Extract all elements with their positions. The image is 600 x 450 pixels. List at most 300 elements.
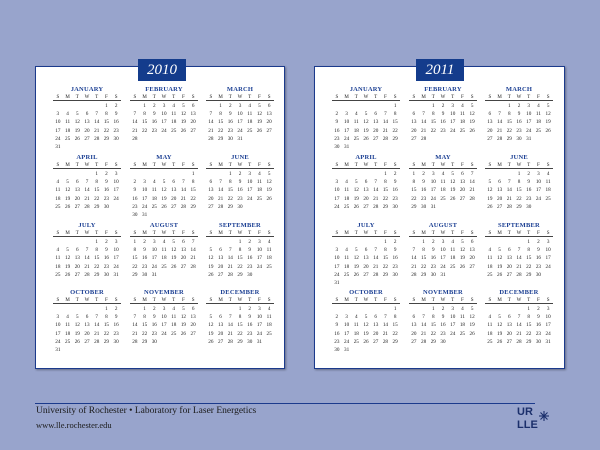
day-number: 24 bbox=[113, 195, 119, 202]
weekday-letter: S bbox=[412, 95, 416, 100]
weekday-letter: S bbox=[546, 163, 550, 168]
weekday-letter: F bbox=[461, 231, 464, 236]
day-number: 30 bbox=[103, 271, 110, 278]
day-number: 21 bbox=[84, 195, 90, 202]
day-number: 19 bbox=[450, 187, 456, 194]
weekday-letter: S bbox=[546, 231, 550, 236]
day-number: 1 bbox=[517, 171, 521, 177]
day-number: 14 bbox=[411, 255, 417, 262]
day-number: 14 bbox=[217, 187, 224, 194]
weekday-letter: M bbox=[218, 95, 223, 100]
day-number: 29 bbox=[237, 271, 243, 278]
weekday-letter: T bbox=[95, 95, 99, 100]
day-number: 21 bbox=[506, 195, 512, 202]
day-number: 4 bbox=[66, 314, 69, 321]
day-number: 10 bbox=[113, 179, 119, 186]
day-number: 7 bbox=[219, 179, 222, 186]
day-number: 10 bbox=[141, 187, 148, 194]
footer-url: www.lle.rochester.edu bbox=[36, 420, 112, 430]
day-number: 16 bbox=[247, 322, 253, 329]
weekday-letter: S bbox=[470, 231, 474, 236]
day-number: 17 bbox=[256, 322, 263, 329]
day-number: 14 bbox=[373, 255, 379, 262]
day-number: 11 bbox=[353, 119, 359, 126]
weekday-letter: F bbox=[537, 231, 540, 236]
day-number: 12 bbox=[180, 314, 187, 321]
weekday-letter: S bbox=[393, 231, 397, 236]
day-number: 13 bbox=[74, 255, 80, 262]
day-number: 30 bbox=[103, 203, 110, 210]
day-number: 22 bbox=[430, 330, 436, 337]
day-number: 27 bbox=[373, 135, 379, 142]
month-title: AUGUST bbox=[149, 222, 179, 229]
day-number: 18 bbox=[55, 195, 61, 202]
day-number: 26 bbox=[256, 127, 263, 134]
day-number: 25 bbox=[64, 338, 71, 345]
weekday-letter: M bbox=[218, 231, 223, 236]
day-number: 10 bbox=[545, 314, 551, 321]
day-number: 6 bbox=[412, 111, 416, 118]
day-number: 25 bbox=[64, 135, 71, 142]
day-number: 16 bbox=[103, 187, 110, 194]
day-number: 3 bbox=[248, 171, 251, 177]
day-number: 5 bbox=[66, 247, 69, 254]
day-number: 9 bbox=[431, 247, 435, 254]
day-number: 8 bbox=[143, 314, 146, 321]
day-number: 1 bbox=[133, 239, 137, 245]
day-number: 25 bbox=[266, 330, 272, 337]
day-number: 25 bbox=[487, 338, 493, 345]
month-title: OCTOBER bbox=[70, 289, 104, 296]
day-number: 16 bbox=[516, 119, 522, 126]
day-number: 25 bbox=[55, 271, 61, 278]
day-number: 18 bbox=[440, 187, 446, 194]
day-number: 24 bbox=[256, 263, 263, 270]
day-grid bbox=[130, 305, 198, 346]
day-number: 17 bbox=[545, 322, 551, 329]
day-number: 24 bbox=[343, 338, 350, 345]
month-january bbox=[332, 86, 400, 151]
day-number: 6 bbox=[498, 179, 501, 186]
day-number: 19 bbox=[496, 330, 503, 337]
day-number: 14 bbox=[516, 255, 522, 262]
day-number: 30 bbox=[247, 271, 253, 278]
day-number: 11 bbox=[535, 111, 541, 118]
empty-day bbox=[409, 305, 419, 313]
weekday-letter: T bbox=[431, 163, 435, 168]
day-number: 26 bbox=[496, 271, 503, 278]
day-number: 10 bbox=[545, 247, 551, 254]
day-number: 19 bbox=[180, 322, 187, 329]
day-number: 22 bbox=[516, 195, 522, 202]
day-number: 22 bbox=[430, 127, 436, 134]
weekday-letter: T bbox=[152, 231, 156, 236]
weekday-letter: S bbox=[209, 95, 213, 100]
day-number: 17 bbox=[343, 330, 350, 337]
empty-day bbox=[495, 238, 505, 246]
day-number: 24 bbox=[161, 127, 167, 134]
weekday-header bbox=[53, 297, 121, 304]
empty-day bbox=[371, 238, 381, 246]
day-number: 18 bbox=[545, 187, 551, 194]
weekday-letter: W bbox=[161, 231, 167, 236]
day-number: 6 bbox=[219, 247, 222, 254]
weekday-letter: W bbox=[237, 95, 243, 100]
day-number: 30 bbox=[535, 338, 542, 345]
day-number: 6 bbox=[85, 111, 89, 118]
weekday-letter: F bbox=[384, 163, 387, 168]
day-number: 7 bbox=[133, 111, 137, 118]
day-number: 22 bbox=[237, 330, 243, 337]
day-number: 20 bbox=[373, 330, 379, 337]
day-number: 15 bbox=[382, 187, 389, 194]
day-number: 23 bbox=[141, 263, 148, 270]
day-number: 26 bbox=[74, 338, 80, 345]
day-number: 12 bbox=[74, 119, 80, 126]
day-number: 16 bbox=[535, 322, 542, 329]
day-number: 12 bbox=[469, 314, 475, 321]
day-number: 30 bbox=[113, 338, 119, 345]
day-number: 1 bbox=[238, 306, 242, 312]
day-number: 3 bbox=[537, 171, 540, 177]
day-number: 16 bbox=[392, 255, 398, 262]
empty-day bbox=[53, 170, 63, 178]
day-number: 8 bbox=[228, 179, 232, 186]
day-number: 7 bbox=[374, 247, 377, 254]
day-number: 18 bbox=[64, 330, 71, 337]
day-number: 25 bbox=[535, 127, 542, 134]
weekday-letter: S bbox=[412, 298, 416, 303]
day-number: 13 bbox=[459, 179, 466, 186]
weekday-letter: S bbox=[412, 231, 416, 236]
weekday-letter: F bbox=[384, 95, 387, 100]
month-november bbox=[409, 289, 477, 346]
day-number: 26 bbox=[64, 271, 71, 278]
empty-day bbox=[72, 238, 82, 246]
day-number: 21 bbox=[411, 263, 417, 270]
day-number: 26 bbox=[74, 135, 80, 142]
empty-day bbox=[63, 170, 73, 178]
weekday-letter: T bbox=[374, 95, 378, 100]
day-number: 21 bbox=[469, 187, 475, 194]
day-number: 22 bbox=[141, 127, 148, 134]
weekday-letter: T bbox=[228, 298, 232, 303]
day-number: 7 bbox=[384, 314, 387, 321]
day-number: 5 bbox=[488, 179, 492, 186]
day-number: 16 bbox=[141, 255, 148, 262]
day-number: 17 bbox=[334, 263, 340, 270]
day-number: 9 bbox=[248, 247, 251, 254]
starburst-icon bbox=[539, 411, 549, 421]
empty-day bbox=[92, 305, 102, 313]
weekday-letter: S bbox=[267, 95, 271, 100]
day-number: 27 bbox=[84, 338, 90, 345]
weekday-letter: T bbox=[431, 95, 435, 100]
day-number: 8 bbox=[105, 111, 108, 118]
day-number: 10 bbox=[161, 314, 167, 321]
day-number: 6 bbox=[507, 247, 511, 254]
day-number: 29 bbox=[94, 203, 100, 210]
weekday-letter: F bbox=[258, 95, 261, 100]
day-number: 12 bbox=[64, 187, 71, 194]
empty-day bbox=[130, 102, 140, 110]
weekday-letter: S bbox=[393, 95, 397, 100]
day-number: 26 bbox=[208, 338, 214, 345]
day-number: 19 bbox=[161, 195, 167, 202]
weekday-letter: F bbox=[258, 231, 261, 236]
day-number: 7 bbox=[422, 111, 425, 118]
day-number: 26 bbox=[64, 203, 71, 210]
day-number: 17 bbox=[343, 127, 350, 134]
empty-day bbox=[82, 305, 92, 313]
day-number: 2 bbox=[152, 306, 156, 312]
day-number: 18 bbox=[535, 119, 542, 126]
day-number: 18 bbox=[171, 322, 177, 329]
day-number: 23 bbox=[526, 195, 532, 202]
day-number: 30 bbox=[430, 271, 436, 278]
empty-day bbox=[504, 170, 514, 178]
day-number: 20 bbox=[217, 263, 224, 270]
empty-day bbox=[140, 170, 150, 178]
empty-day bbox=[361, 102, 371, 110]
weekday-letter: M bbox=[218, 163, 223, 168]
day-number: 28 bbox=[496, 135, 503, 142]
day-number: 30 bbox=[151, 338, 157, 345]
weekday-header bbox=[53, 230, 121, 237]
day-number: 22 bbox=[411, 195, 417, 202]
day-number: 2 bbox=[114, 103, 118, 109]
day-number: 12 bbox=[256, 111, 263, 118]
day-number: 25 bbox=[353, 135, 359, 142]
day-number: 18 bbox=[353, 127, 359, 134]
day-number: 22 bbox=[103, 330, 110, 337]
day-number: 5 bbox=[209, 314, 213, 321]
day-number: 31 bbox=[430, 203, 436, 210]
day-number: 31 bbox=[113, 271, 119, 278]
day-number: 17 bbox=[55, 330, 61, 337]
day-number: 5 bbox=[451, 171, 454, 177]
month-october bbox=[53, 289, 121, 354]
weekday-letter: T bbox=[172, 231, 176, 236]
day-number: 11 bbox=[65, 322, 71, 329]
day-number: 8 bbox=[95, 247, 98, 254]
day-number: 23 bbox=[535, 263, 542, 270]
day-number: 5 bbox=[258, 103, 261, 109]
day-number: 25 bbox=[450, 263, 456, 270]
day-number: 27 bbox=[180, 263, 187, 270]
weekday-letter: T bbox=[228, 231, 232, 236]
day-number: 13 bbox=[84, 322, 90, 329]
day-number: 9 bbox=[335, 119, 339, 126]
day-number: 21 bbox=[420, 127, 427, 134]
day-number: 4 bbox=[354, 314, 358, 321]
day-number: 12 bbox=[353, 255, 359, 262]
weekday-letter: M bbox=[421, 95, 426, 100]
day-grid bbox=[409, 102, 477, 143]
day-number: 16 bbox=[113, 119, 119, 126]
day-number: 5 bbox=[354, 179, 358, 186]
weekday-letter: S bbox=[335, 95, 339, 100]
day-number: 24 bbox=[430, 195, 436, 202]
day-number: 20 bbox=[84, 127, 90, 134]
weekday-letter: T bbox=[507, 95, 511, 100]
weekday-header bbox=[130, 162, 198, 169]
weekday-letter: W bbox=[84, 231, 90, 236]
weekday-letter: M bbox=[497, 95, 502, 100]
day-number: 3 bbox=[335, 179, 339, 186]
day-number: 13 bbox=[469, 247, 475, 254]
day-number: 20 bbox=[487, 127, 493, 134]
day-number: 5 bbox=[267, 171, 271, 177]
day-number: 3 bbox=[546, 306, 550, 312]
day-number: 22 bbox=[94, 263, 100, 270]
day-number: 12 bbox=[545, 111, 551, 118]
day-number: 11 bbox=[459, 111, 465, 118]
weekday-letter: M bbox=[497, 298, 502, 303]
day-number: 26 bbox=[363, 338, 369, 345]
empty-day bbox=[169, 170, 179, 178]
day-number: 31 bbox=[151, 271, 157, 278]
day-number: 27 bbox=[496, 203, 503, 210]
day-number: 25 bbox=[487, 271, 493, 278]
day-number: 14 bbox=[180, 187, 187, 194]
day-number: 7 bbox=[422, 314, 425, 321]
day-number: 14 bbox=[506, 187, 512, 194]
day-number: 5 bbox=[364, 314, 368, 321]
day-number: 4 bbox=[66, 111, 69, 118]
day-number: 17 bbox=[334, 195, 340, 202]
day-number: 31 bbox=[343, 346, 350, 353]
day-number: 16 bbox=[334, 330, 340, 337]
weekday-letter: F bbox=[258, 298, 261, 303]
day-number: 27 bbox=[469, 263, 475, 270]
day-number: 23 bbox=[392, 195, 398, 202]
weekday-letter: M bbox=[344, 163, 349, 168]
day-number: 28 bbox=[227, 338, 233, 345]
weekday-letter: T bbox=[354, 231, 358, 236]
day-number: 29 bbox=[217, 135, 224, 142]
empty-day bbox=[371, 170, 381, 178]
empty-day bbox=[381, 305, 391, 313]
day-number: 22 bbox=[132, 263, 138, 270]
weekday-letter: W bbox=[440, 298, 446, 303]
month-title: MARCH bbox=[226, 86, 254, 93]
footer-divider bbox=[35, 403, 535, 404]
day-number: 25 bbox=[171, 330, 177, 337]
weekday-letter: T bbox=[75, 298, 79, 303]
day-number: 6 bbox=[374, 314, 377, 321]
day-number: 1 bbox=[507, 103, 511, 109]
day-number: 1 bbox=[219, 103, 222, 109]
day-number: 17 bbox=[113, 255, 119, 262]
day-number: 3 bbox=[258, 239, 261, 245]
day-number: 18 bbox=[247, 119, 253, 126]
day-number: 9 bbox=[238, 179, 242, 186]
day-number: 10 bbox=[343, 119, 350, 126]
day-number: 28 bbox=[190, 263, 196, 270]
weekday-letter: S bbox=[209, 298, 213, 303]
weekday-letter: M bbox=[497, 231, 502, 236]
day-number: 2 bbox=[393, 171, 397, 177]
day-number: 27 bbox=[190, 330, 196, 337]
day-number: 23 bbox=[151, 330, 157, 337]
weekday-letter: W bbox=[237, 163, 243, 168]
day-number: 24 bbox=[450, 127, 456, 134]
weekday-header bbox=[409, 230, 477, 237]
day-number: 21 bbox=[217, 195, 224, 202]
month-title: JANUARY bbox=[70, 86, 104, 93]
weekday-letter: T bbox=[228, 95, 232, 100]
weekday-header bbox=[332, 230, 400, 237]
day-number: 8 bbox=[384, 179, 387, 186]
weekday-letter: F bbox=[182, 231, 185, 236]
day-number: 20 bbox=[506, 330, 512, 337]
weekday-letter: S bbox=[267, 231, 271, 236]
day-number: 7 bbox=[517, 314, 521, 321]
day-number: 13 bbox=[171, 187, 177, 194]
day-number: 19 bbox=[74, 127, 80, 134]
day-number: 11 bbox=[545, 179, 551, 186]
day-number: 10 bbox=[440, 247, 446, 254]
day-number: 22 bbox=[227, 195, 233, 202]
day-number: 7 bbox=[182, 179, 185, 186]
day-number: 15 bbox=[103, 119, 110, 126]
day-number: 2 bbox=[441, 306, 445, 312]
day-number: 10 bbox=[256, 314, 263, 321]
day-number: 6 bbox=[374, 111, 377, 118]
day-number: 27 bbox=[363, 203, 369, 210]
day-number: 19 bbox=[266, 187, 272, 194]
day-number: 20 bbox=[363, 195, 369, 202]
empty-day bbox=[381, 102, 391, 110]
weekday-letter: F bbox=[258, 163, 261, 168]
day-number: 23 bbox=[113, 127, 119, 134]
weekday-header bbox=[332, 94, 400, 101]
day-number: 12 bbox=[353, 187, 359, 194]
day-number: 11 bbox=[450, 247, 456, 254]
weekday-letter: M bbox=[142, 231, 147, 236]
month-december bbox=[485, 289, 553, 346]
day-number: 28 bbox=[227, 271, 233, 278]
empty-day bbox=[225, 305, 235, 313]
day-number: 17 bbox=[430, 187, 436, 194]
day-number: 30 bbox=[247, 338, 253, 345]
day-number: 15 bbox=[94, 187, 100, 194]
day-number: 21 bbox=[373, 195, 379, 202]
day-number: 9 bbox=[422, 179, 425, 186]
weekday-letter: W bbox=[516, 298, 522, 303]
day-number: 29 bbox=[382, 271, 389, 278]
day-number: 6 bbox=[85, 314, 89, 321]
day-number: 4 bbox=[546, 171, 550, 177]
day-number: 15 bbox=[526, 255, 532, 262]
day-number: 19 bbox=[363, 127, 369, 134]
day-number: 4 bbox=[172, 103, 175, 109]
day-number: 30 bbox=[535, 271, 542, 278]
day-number: 8 bbox=[384, 247, 387, 254]
day-number: 12 bbox=[64, 255, 71, 262]
day-number: 23 bbox=[334, 135, 340, 142]
day-number: 29 bbox=[430, 338, 436, 345]
day-number: 14 bbox=[84, 187, 90, 194]
weekday-letter: S bbox=[267, 163, 271, 168]
empty-day bbox=[371, 305, 381, 313]
day-number: 28 bbox=[420, 135, 427, 142]
day-number: 2 bbox=[133, 179, 137, 186]
empty-day bbox=[149, 170, 159, 178]
logo-lle: LLE bbox=[517, 419, 538, 430]
day-number: 24 bbox=[113, 263, 119, 270]
